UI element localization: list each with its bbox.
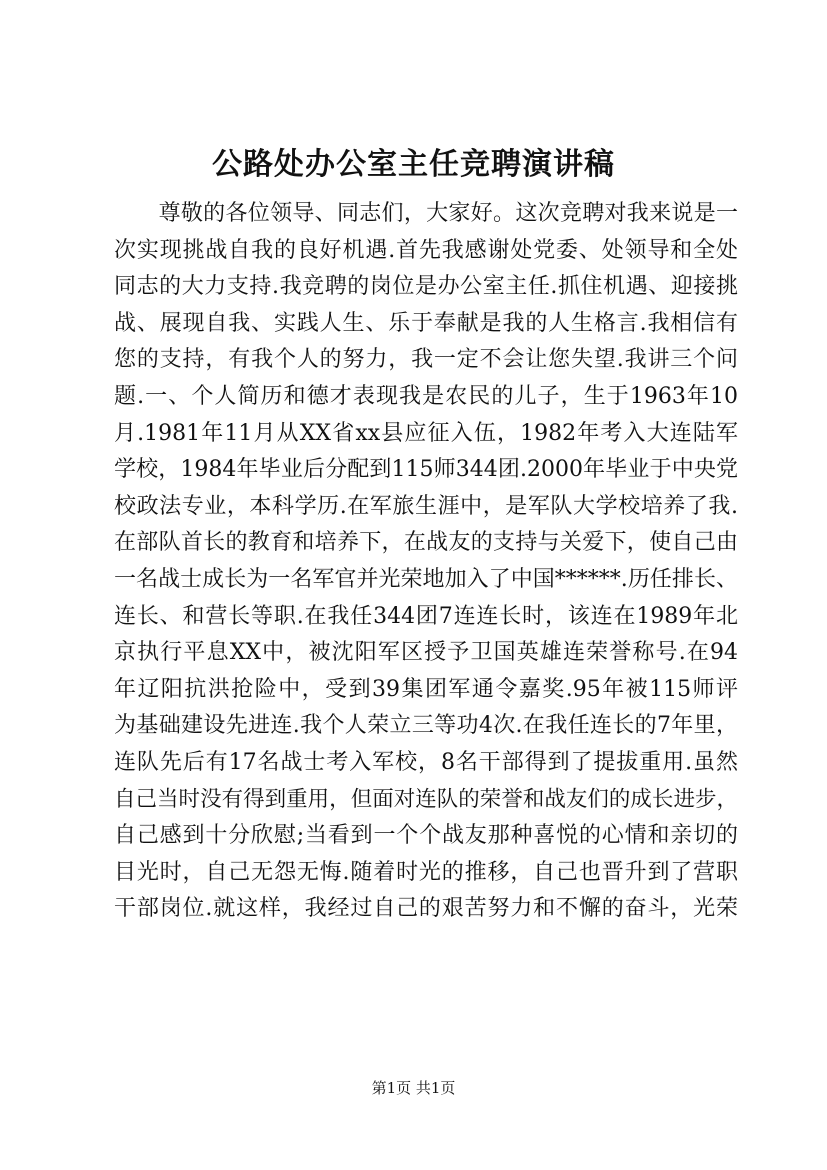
document-title: 公路处办公室主任竞聘演讲稿 xyxy=(212,147,615,182)
body-line: 战、展现自我、实践人生、乐于奉献是我的人生格言.我相信有 xyxy=(114,310,738,336)
body-line: 自己感到十分欣慰;当看到一个个战友那种喜悦的心情和亲切的 xyxy=(114,823,738,849)
body-line: 干部岗位.就这样，我经过自己的艰苦努力和不懈的奋斗，光荣 xyxy=(114,896,738,922)
page-footer: 第1页 共1页 xyxy=(371,1079,456,1097)
body-line: 京执行平息XX中，被沈阳军区授予卫国英雄连荣誉称号.在94 xyxy=(114,640,738,666)
body-line: 目光时，自己无怨无悔.随着时光的推移，自己也晋升到了营职 xyxy=(114,859,738,885)
body-line: 连队先后有17名战士考入军校，8名干部得到了提拔重用.虽然 xyxy=(114,749,738,775)
body-line: 题.一、个人简历和德才表现我是农民的儿子，生于1963年10 xyxy=(114,383,738,409)
body-line: 同志的大力支持.我竞聘的岗位是办公室主任.抓住机遇、迎接挑 xyxy=(114,274,738,300)
body-line: 为基础建设先进连.我个人荣立三等功4次.在我任连长的7年里， xyxy=(114,713,738,739)
body-line: 次实现挑战自我的良好机遇.首先我感谢处党委、处领导和全处 xyxy=(114,237,738,263)
body-line: 连长、和营长等职.在我任344团7连连长时，该连在1989年北 xyxy=(114,603,738,629)
body-line: 您的支持，有我个人的努力，我一定不会让您失望.我讲三个问 xyxy=(114,347,738,373)
body-line: 自己当时没有得到重用，但面对连队的荣誉和战友们的成长进步， xyxy=(114,786,738,812)
body-line: 学校，1984年毕业后分配到115师344团.2000年毕业于中央党 xyxy=(114,457,738,483)
body-line: 校政法专业，本科学历.在军旅生涯中，是军队大学校培养了我. xyxy=(114,493,738,519)
body-line: 月.1981年11月从XX省xx县应征入伍，1982年考入大连陆军 xyxy=(114,420,738,446)
body-line: 在部队首长的教育和培养下，在战友的支持与关爱下，使自己由 xyxy=(114,530,738,556)
body-line: 年辽阳抗洪抢险中，受到39集团军通令嘉奖.95年被115师评 xyxy=(114,676,738,702)
body-line: 一名战士成长为一名军官并光荣地加入了中国******.历任排长、 xyxy=(114,566,738,592)
body-line: 尊敬的各位领导、同志们，大家好。这次竞聘对我来说是一 xyxy=(114,201,738,226)
document-body xyxy=(114,196,738,928)
